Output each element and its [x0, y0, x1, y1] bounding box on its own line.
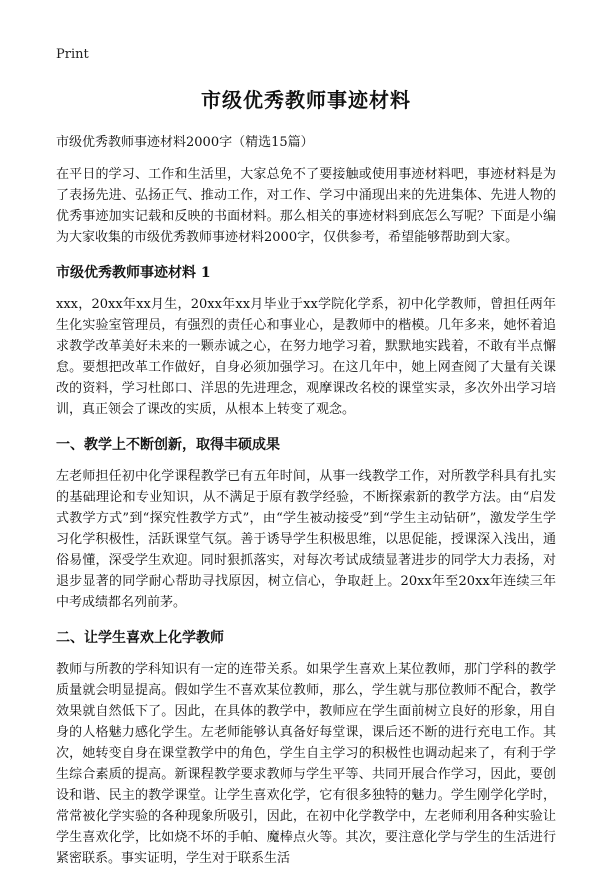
document-subtitle: 市级优秀教师事迹材料2000字（精选15篇）: [56, 135, 314, 150]
print-label: Print: [56, 47, 89, 62]
section-paragraph: xxx，20xx年xx月生，20xx年xx月毕业于xx学院化学系，初中化学教师，曾担任两年生化实验室管理员，有强烈的责任心和事业心，是教师中的楷模。几年多来，她怀着追求教学改革美好未来的一颗赤诚之心，在努力地学习着，默默地实践着，不敢有半点懈怠。要想把改革工作做好，自身必须加强学习。在这几年中，她上网查阅了大量有关课改的资料，学习杜郎口、洋思的先进理念，观摩课改名校的课堂实录，多次外出学习培训，真正领会了课改的实质，从根本上转变了观念。: [56, 297, 556, 417]
heading-like-teacher: 二、让学生喜欢上化学教师: [56, 630, 224, 646]
intro-paragraph: 在平日的学习、工作和生活里，大家总免不了要接触或使用事迹材料吧，事迹材料是为了表扬先进、弘扬正气、推动工作，对工作、学习中涌现出来的先进集体、先进人物的优秀事迹加实记载和反映的书面材料。那么相关的事迹材料到底怎么写呢？下面是小编为大家收集的市级优秀教师事迹材料2000字，仅供参考，希望能够帮助到大家。: [56, 167, 556, 245]
document-title: 市级优秀教师事迹材料: [201, 88, 411, 112]
heading-innovation: 一、教学上不断创新，取得丰硕成果: [56, 437, 280, 453]
section-title: 市级优秀教师事迹材料 1: [56, 265, 211, 281]
innovation-paragraph: 左老师担任初中化学课程教学已有五年时间，从事一线教学工作，对所教学科具有扎实的基础理论和专业知识，从不满足于原有教学经验，不断探索新的教学方法。由“启发式教学方式”到“探究性教学方式”，由“学生被动接受”到“学生主动钻研”，激发学生学习化学积极性，活跃课堂气氛。善于诱导学生积极思维，以思促能，授课深入浅出，通俗易懂，深受学生欢迎。同时狠抓落实，对每次考试成绩显著进步的同学大力表扬，对退步显著的同学耐心帮助寻找原因，树立信心，争取赶上。20xx年至20xx年连续三年中考成绩都名列前茅。: [56, 469, 556, 610]
like-teacher-paragraph: 教师与所教的学科知识有一定的连带关系。如果学生喜欢上某位教师，那门学科的教学质量就会明显提高。假如学生不喜欢某位教师，那么，学生就与那位教师不配合，教学效果就自然低下了。因此，在具体的教学中，教师应在学生面前树立良好的形象，用自身的人格魅力感化学生。左老师能够认真备好每堂课，课后还不断的进行充电工作。其次，她转变自身在课堂教学中的角色，学生自主学习的积极性也调动起来了，有利于学生综合素质的提高。新课程教学要求教师与学生平等、共同开展合作学习，因此，要创设和谐、民主的教学课堂。让学生喜欢化学，它有很多独特的魅力。学生刚学化学时，常常被化学实验的各种现象所吸引，因此，在初中化学教学中，左老师利用各种实验让学生喜欢化学，比如烧不坏的手帕、魔棒点火等。其次，要注意化学与学生的生活进行紧密联系。事实证明，学生对于联系生活: [56, 662, 556, 866]
